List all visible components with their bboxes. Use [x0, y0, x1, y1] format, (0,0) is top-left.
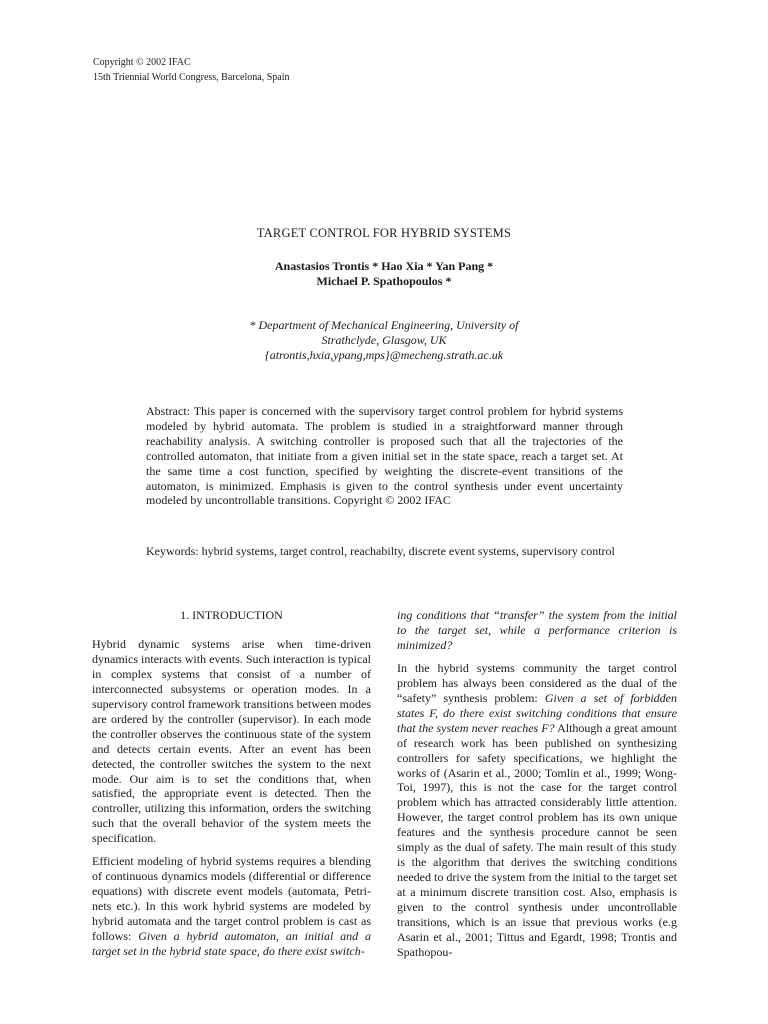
intro-paragraph-2 — [92, 854, 371, 959]
right-column — [397, 608, 677, 968]
affiliation-line-2: Strathclyde, Glasgow, UK — [321, 333, 447, 347]
intro-paragraph-3-b: Although a great amount of research work has been published on synthesizing controllers for safety specifications, we highlight the works of (Asarin et al., 2000; Tomlin et al., 1999; Wong-Toi, 1997), this is not the case for the target control problem which has attracted considerably little attention. However, the target control problem has its own unique features and the synthesis procedure cannot be seen simply as the dual of safety. The main result of this study is the algorithm that derives the switching conditions needed to drive the system from the initial to the target set at a minimum discrete transition cost. Also, emphasis is given to the control synthesis under uncontrollable transitions, which is an issue that previous works (e.g Asarin et al., 2001; Tittus and Egardt, 1998; Trontis and Spathopou- — [397, 720, 677, 959]
affiliation-line-1: * Department of Mechanical Engineering, University of — [249, 318, 519, 332]
authors-line-1: Anastasios Trontis * Hao Xia * Yan Pang * — [274, 259, 494, 273]
intro-paragraph-2-text: Efficient modeling of hybrid systems requires a blending of continuous dynamics models (differential or difference equations) with discrete event models (automata, Petri-nets etc.). In this work hybrid systems are modeled by hybrid automata and the target control problem is cast as follows: — [92, 854, 371, 944]
keywords: Keywords: hybrid systems, target control, reachabilty, discrete event systems, supervisory control — [146, 544, 615, 558]
affiliation — [0, 318, 768, 363]
congress-line: 15th Triennial World Congress, Barcelona, Spain — [93, 72, 290, 83]
authors-line-2: Michael P. Spathopoulos * — [316, 274, 452, 288]
intro-paragraph-3-a: In the hybrid systems community the target control problem has always been considered as the dual of the “safety” synthesis problem: — [397, 660, 677, 705]
intro-paragraph-3-italic: Given a set of forbidden states F, do there exist switching conditions that ensure that the system never reaches F? — [397, 690, 678, 735]
left-column — [92, 608, 371, 967]
intro-paragraph-3 — [397, 661, 677, 960]
affiliation-emails: {atrontis,hxia,ypang,mps}@mecheng.strath.ac.uk — [264, 348, 504, 362]
paper-title: TARGET CONTROL FOR HYBRID SYSTEMS — [256, 226, 512, 240]
abstract: Abstract: This paper is concerned with the supervisory target control problem for hybrid systems modeled by hybrid automata. The problem is studied in a straightforward manner through reachability analysis. A switching controller is proposed such that all the trajectories of the controlled automaton, that initiate from a given initial set in the state space, reach a target set. At the same time a cost function, specified by weighting the discrete-event transitions of the automaton, is minimized. Emphasis is given to the control synthesis under event uncertainty modeled by uncontrollable transitions. Copyright © 2002 IFAC — [146, 404, 623, 508]
authors — [0, 259, 768, 289]
copyright-line: Copyright © 2002 IFAC — [93, 57, 191, 68]
copyright-header — [93, 55, 290, 85]
intro-paragraph-1: Hybrid dynamic systems arise when time-driven dynamics interacts with events. Such interaction is typical in complex systems that consist of a number of interconnected subsystems or operation modes. In a supervisory control framework transitions between modes are ordered by the controller (supervisor). In each mode the controller observes the continuous state of the system and detects certain events. After an event has been detected, the controller switches the system to the next mode. Our aim is to set the conditions that, when satisfied, the appropriate event is detected. Then the controller, utilizing this information, orders the switching such that the overall behavior of the system meets the specification. — [92, 636, 371, 846]
problem-statement-continued: ing conditions that “transfer” the system from the initial to the target set, while a performance criterion is minimized? — [397, 608, 677, 652]
section-heading-introduction: 1. INTRODUCTION — [180, 608, 283, 622]
intro-paragraph-2-italic: Given a hybrid automaton, an initial and a target set in the hybrid state space, do there exist switch- — [92, 929, 371, 959]
